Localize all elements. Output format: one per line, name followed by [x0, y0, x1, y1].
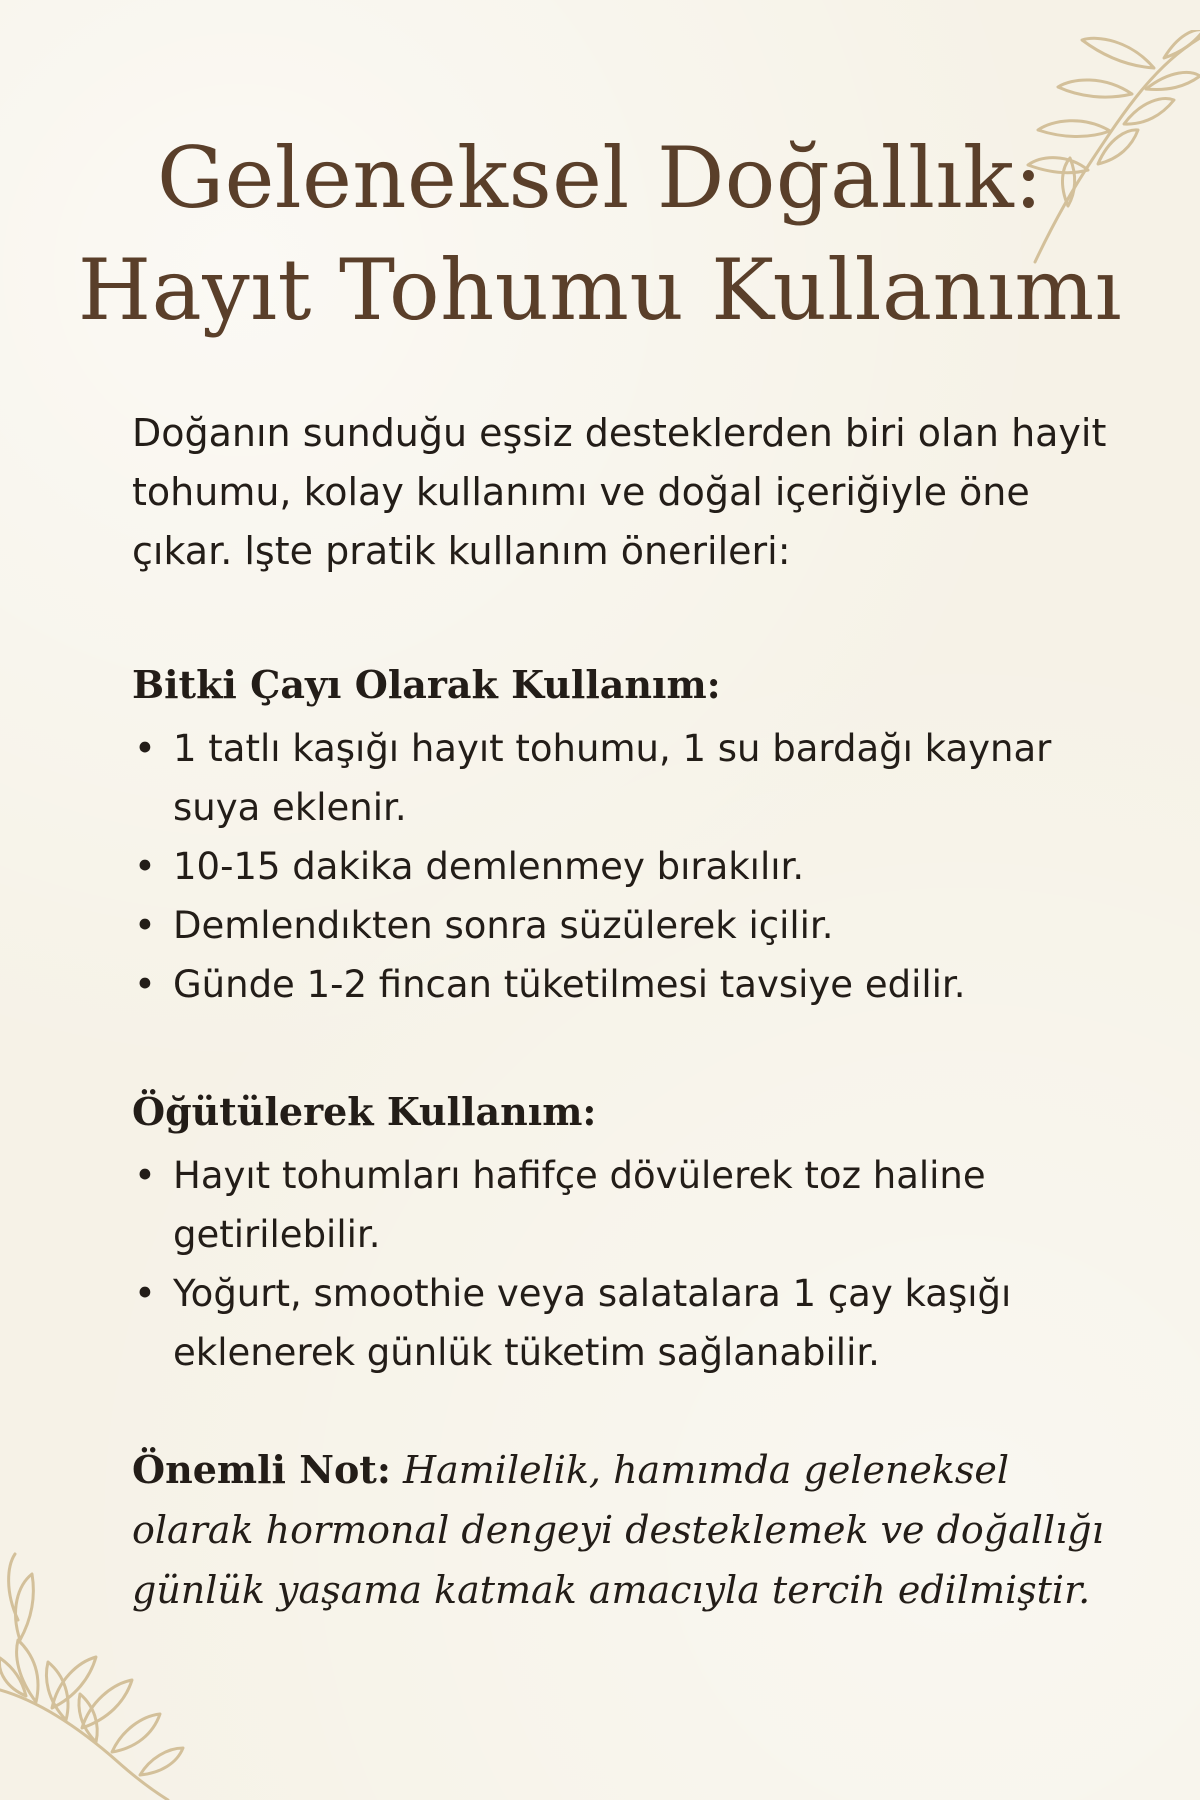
- list-item-text: Hayıt tohumları hafifçe dövülerek toz haline getirilebilir.: [173, 1154, 986, 1256]
- list-item: [132, 955, 1112, 1014]
- bullet-icon: •: [134, 845, 156, 888]
- content-area: [132, 404, 1112, 1620]
- tea-usage-list: [132, 719, 1112, 1014]
- list-item: [132, 1146, 1112, 1264]
- note-label: Önemli Not:: [132, 1447, 391, 1492]
- bullet-icon: •: [134, 727, 156, 770]
- bullet-icon: •: [134, 904, 156, 947]
- list-item-text: 1 tatlı kaşığı hayıt tohumu, 1 su bardağı kaynar suya eklenir.: [173, 727, 1052, 829]
- list-item-text: Günde 1-2 fincan tüketilmesi tavsiye edilir.: [173, 963, 966, 1006]
- title-line-1: Geleneksel Doğallık:: [156, 129, 1044, 227]
- bullet-icon: •: [134, 1272, 156, 1315]
- title-line-2: Hayıt Tohumu Kullanımı: [77, 241, 1123, 339]
- section-heading-tea: Bitki Çayı Olarak Kullanım:: [132, 662, 721, 707]
- list-item: [132, 719, 1112, 837]
- list-item: [132, 1264, 1112, 1382]
- list-item-text: 10-15 dakika demlenmey bırakılır.: [173, 845, 805, 888]
- section-heading-ground: Öğütülerek Kullanım:: [132, 1089, 597, 1134]
- list-item: [132, 837, 1112, 896]
- page-title: [0, 122, 1200, 346]
- list-item-text: Yoğurt, smoothie veya salatalara 1 çay kaşığı eklenerek günlük tüketim sağlanabilir.: [173, 1272, 1012, 1374]
- intro-paragraph: Doğanın sunduğu eşsiz desteklerden biri olan hayit tohumu, kolay kullanımı ve doğal içeriğiyle öne çıkar. lşte pratik kullanım önerileri:: [132, 411, 1107, 573]
- ground-usage-list: [132, 1146, 1112, 1382]
- bullet-icon: •: [134, 963, 156, 1006]
- important-note: [132, 1440, 1112, 1620]
- note-text: Hamilelik, hamımda geleneksel olarak hormonal dengeyi desteklemek ve doğallığı günlük yaşama katmak amacıyla tercih edilmiştir.: [132, 1448, 1104, 1612]
- bullet-icon: •: [134, 1154, 156, 1197]
- list-item: [132, 896, 1112, 955]
- list-item-text: Demlendıkten sonra süzülerek içilir.: [173, 904, 834, 947]
